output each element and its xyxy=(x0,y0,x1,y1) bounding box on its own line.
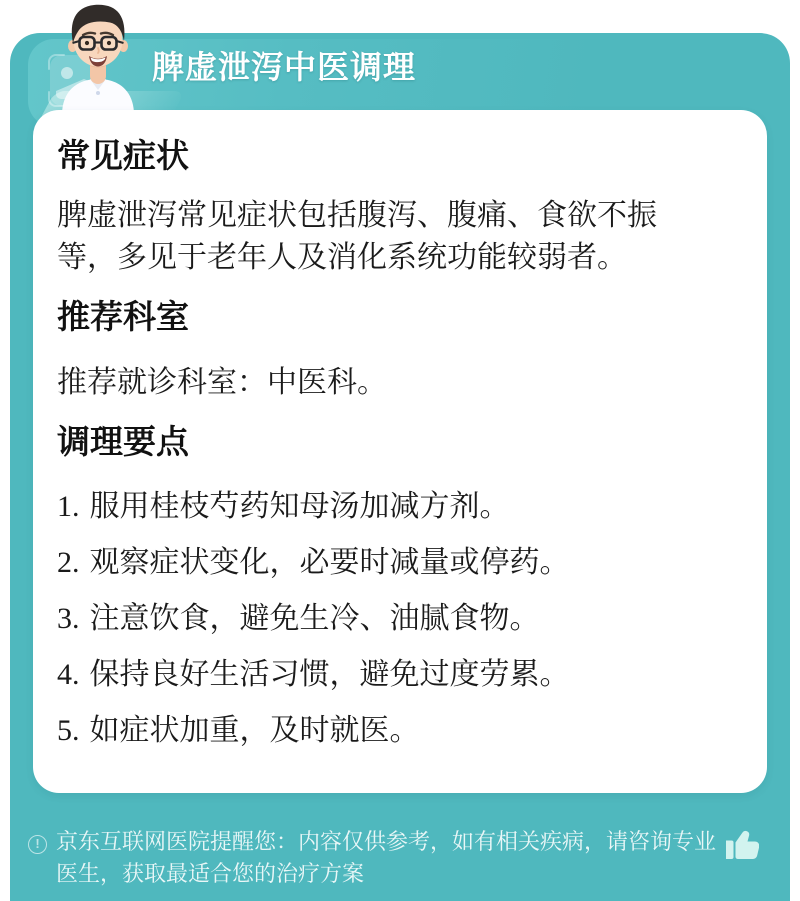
section-body-department: 推荐就诊科室：中医科。 xyxy=(57,366,387,399)
section-heading-department: 推荐科室 xyxy=(57,298,189,335)
list-item-number: 5. xyxy=(57,714,80,747)
section-heading-symptoms: 常见症状 xyxy=(57,137,189,174)
list-item-text: 注意饮食，避免生冷、油腻食物。 xyxy=(89,602,540,635)
list-item-text: 保持良好生活习惯，避免过度劳累。 xyxy=(89,658,570,691)
care-points-list xyxy=(57,486,743,752)
chat-bubble xyxy=(10,33,790,901)
content-card xyxy=(33,110,767,793)
page-title: 脾虚泄泻中医调理 xyxy=(152,49,417,85)
doctor-avatar xyxy=(58,2,138,115)
list-item-number: 1. xyxy=(57,490,80,523)
info-icon xyxy=(28,835,47,854)
list-item-number: 4. xyxy=(57,658,80,691)
thumbs-up-icon[interactable] xyxy=(722,827,759,861)
list-item-text: 如症状加重，及时就医。 xyxy=(89,714,420,747)
list-item-text: 服用桂枝芍药知母汤加减方剂。 xyxy=(89,490,510,523)
list-item-number: 2. xyxy=(57,546,80,579)
list-item xyxy=(57,598,743,640)
disclaimer-text: 京东互联网医院提醒您：内容仅供参考，如有相关疾病，请咨询专业医生，获取最适合您的治疗方案 xyxy=(56,829,717,886)
list-item xyxy=(57,710,743,752)
list-item xyxy=(57,486,743,528)
list-item xyxy=(57,542,743,584)
section-body-symptoms: 脾虚泄泻常见症状包括腹泻、腹痛、食欲不振等，多见于老年人及消化系统功能较弱者。 xyxy=(57,199,657,274)
list-item-text: 观察症状变化，必要时减量或停药。 xyxy=(89,546,570,579)
list-item xyxy=(57,654,743,696)
disclaimer-footer xyxy=(28,826,778,890)
section-heading-care-points: 调理要点 xyxy=(57,423,189,460)
list-item-number: 3. xyxy=(57,602,80,635)
